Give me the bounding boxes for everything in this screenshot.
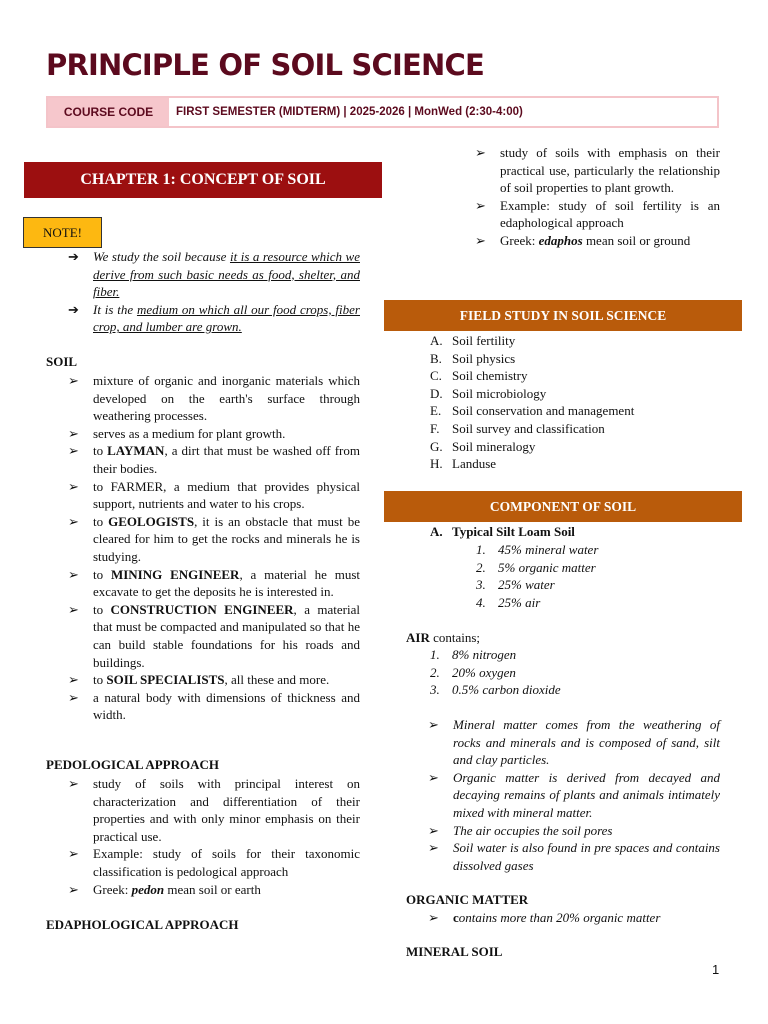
arrowhead-bullet-icon: ➢ (475, 197, 486, 213)
note-item: ➔ It is the medium on which all our food crops, fiber crop, and lumber are grown. (68, 301, 360, 335)
air-item: 2. 20% oxygen (430, 664, 516, 680)
component-item: 3. 25% water (476, 577, 555, 593)
arrowhead-bullet-icon: ➢ (475, 145, 486, 160)
soil-list (68, 372, 360, 724)
edaphological-heading: EDAPHOLOGICAL APPROACH (46, 917, 239, 932)
field-study-item: C. Soil chemistry (430, 368, 528, 384)
edaphological-item: ➢ study of soils with emphasis on their practical use, particularly the relationship of soil properties to plant growth. (475, 145, 720, 196)
field-study-item: B. Soil physics (430, 350, 516, 366)
air-item: 3. 0.5% carbon dioxide (430, 682, 561, 698)
organic-matter-item: ➢ contains more than 20% organic matter (428, 910, 661, 925)
course-semester: FIRST SEMESTER (MIDTERM) | 2025-2026 | MonWed (2:30-4:00) (176, 106, 523, 118)
arrowhead-bullet-icon: ➢ (68, 672, 79, 688)
organic-matter-list (428, 909, 720, 927)
matter-note-item: ➢ Soil water is also found in pre spaces and contains dissolved gases (428, 840, 720, 873)
page-number: 1 (712, 962, 720, 977)
arrowhead-bullet-icon: ➢ (428, 717, 439, 732)
mineral-soil-heading: MINERAL SOIL (406, 944, 503, 959)
arrowhead-bullet-icon: ➢ (68, 443, 79, 459)
arrowhead-bullet-icon: ➢ (428, 822, 439, 838)
field-study-item: F. Soil survey and classification (430, 420, 605, 436)
pedological-item: ➢ Greek: pedon mean soil or earth (68, 881, 261, 897)
edaphological-item: ➢ Greek: edaphos mean soil or ground (475, 232, 691, 248)
arrowhead-bullet-icon: ➢ (428, 769, 439, 785)
matter-note-item: ➢ The air occupies the soil pores (428, 822, 613, 838)
soil-item: ➢ to GEOLOGISTS, it is an obstacle that must be cleared for him to get the rocks and minerals he is studying. (68, 513, 360, 564)
arrowhead-bullet-icon: ➢ (68, 689, 79, 705)
pedological-item: ➢ Example: study of soils for their taxonomic classification is pedological approach (68, 846, 360, 879)
pedological-item: ➢ study of soils with principal interest on characterization and differentiation of their properties and with only minor emphasis on their practical use. (68, 776, 360, 844)
arrowhead-bullet-icon: ➢ (68, 425, 79, 441)
arrowhead-bullet-icon: ➢ (68, 601, 79, 617)
component-subtitle: Typical Silt Loam Soil (452, 524, 575, 539)
soil-item: ➢ to FARMER, a medium that provides physical support, nutrients and water to his crops. (68, 478, 360, 512)
matter-note-item: ➢ Mineral matter comes from the weathering of rocks and minerals and is composed of sand, silt and clay particles. (428, 717, 720, 768)
chapter-heading: CHAPTER 1: CONCEPT OF SOIL (24, 162, 382, 198)
soil-item: ➢ to CONSTRUCTION ENGINEER, a material that must be compacted and manipulated so that he can build stable foundations for his roads and buildings. (68, 601, 360, 670)
matter-notes-list (428, 716, 720, 874)
arrowhead-bullet-icon: ➢ (68, 478, 79, 494)
edaphological-list (475, 144, 720, 250)
field-study-item: G. Soil mineralogy (430, 438, 536, 454)
component-sub: A. Typical Silt Loam Soil (430, 524, 575, 539)
course-code-label: COURSE CODE (48, 98, 169, 126)
soil-heading: SOIL (46, 354, 78, 369)
matter-note-item: ➢ Organic matter is derived from decayed and decaying remains of plants and animals intimately mixed with mineral matter. (428, 769, 720, 820)
field-study-item: E. Soil conservation and management (430, 403, 635, 419)
arrow-bullet-icon: ➔ (68, 249, 79, 264)
soil-item: ➢ to LAYMAN, a dirt that must be washed off from their bodies. (68, 443, 360, 476)
component-list (476, 541, 726, 611)
field-study-item: A. Soil fertility (430, 333, 516, 348)
arrowhead-bullet-icon: ➢ (68, 881, 79, 897)
air-list (430, 646, 680, 699)
component-item: 4. 25% air (476, 594, 541, 610)
arrow-bullet-icon: ➔ (68, 301, 79, 317)
arrowhead-bullet-icon: ➢ (428, 840, 439, 856)
air-item: 1. 8% nitrogen (430, 647, 517, 662)
soil-item: ➢ serves as a medium for plant growth. (68, 425, 286, 441)
soil-item: ➢ mixture of organic and inorganic materials which developed on the earth's surface through weathering processes. (68, 373, 360, 424)
arrowhead-bullet-icon: ➢ (68, 566, 79, 582)
note-item: ➔ We study the soil because it is a resource which we derive from such basic needs as food, shelter, and fiber. (68, 249, 360, 300)
arrowhead-bullet-icon: ➢ (68, 846, 79, 862)
note-list (68, 248, 360, 336)
arrowhead-bullet-icon: ➢ (68, 513, 79, 529)
arrowhead-bullet-icon: ➢ (68, 373, 79, 388)
note-label: NOTE! (23, 217, 102, 248)
page-title: PRINCIPLE OF SOIL SCIENCE (46, 48, 484, 82)
organic-matter-heading: ORGANIC MATTER (406, 892, 529, 907)
arrowhead-bullet-icon: ➢ (428, 910, 439, 925)
soil-item: ➢ to SOIL SPECIALISTS, all these and more. (68, 672, 330, 688)
component-item: 1. 45% mineral water (476, 542, 599, 557)
arrowhead-bullet-icon: ➢ (68, 776, 79, 791)
pedological-list (68, 775, 360, 898)
field-study-item: H. Landuse (430, 456, 497, 472)
field-study-heading: FIELD STUDY IN SOIL SCIENCE (384, 300, 742, 331)
course-info-bar (46, 96, 719, 128)
soil-item: ➢ to MINING ENGINEER, a material he must excavate to get the deposits he is interested in. (68, 566, 360, 600)
component-heading: COMPONENT OF SOIL (384, 491, 742, 522)
arrowhead-bullet-icon: ➢ (475, 232, 486, 248)
field-study-item: D. Soil microbiology (430, 385, 547, 401)
edaphological-item: ➢ Example: study of soil fertility is an edaphological approach (475, 197, 720, 231)
field-study-list (430, 332, 730, 473)
pedological-heading: PEDOLOGICAL APPROACH (46, 757, 219, 772)
air-heading: AIR contains; (406, 630, 481, 645)
soil-item: ➢ a natural body with dimensions of thickness and width. (68, 689, 360, 723)
component-item: 2. 5% organic matter (476, 559, 596, 575)
